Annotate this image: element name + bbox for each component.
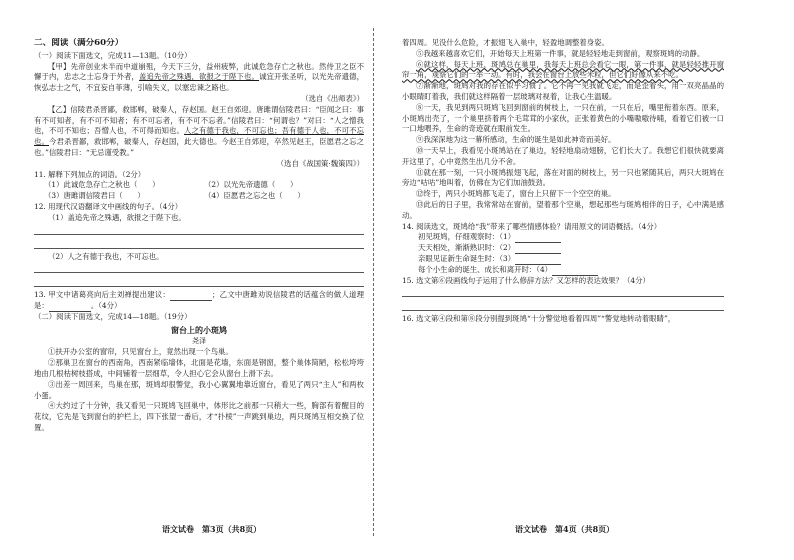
story-paragraph: ⑨我深深地为这一幕所感动，生命的诞生是如此神奇而美好。 bbox=[416, 135, 616, 145]
fold-divider bbox=[373, 28, 374, 536]
question-14: 14. 阅读选文，斑鸠给“我”带来了哪些情感体验？请用原文的词语概括。（4分） bbox=[402, 221, 662, 231]
story-paragraph: ⑧一天，我见到两只斑鸠飞回到窗前的树枝上，一只在前，一只在后，嘴里衔着东西。原来，小斑鸠出壳了，一个巢里挤着两个毛茸茸的小家伙，正张着黄色的小嘴嗷嗷待哺，看着它们被一口一口地喂养，生命的奇迹就在眼前发生。 bbox=[402, 102, 724, 134]
page-4 bbox=[402, 38, 724, 516]
question-12-1: （1）盖追先帝之殊遇，欲报之于陛下也。 bbox=[48, 212, 186, 222]
answer-blank[interactable] bbox=[552, 267, 598, 276]
q11-option: （3）唐雎谓信陵君曰（ ） bbox=[44, 191, 145, 201]
answer-blank[interactable] bbox=[515, 245, 561, 254]
story-paragraph bbox=[402, 60, 724, 82]
story-wavy-sentence: ⑥就这样，每天上班，斑鸠总在巢里，我每天上班总会看它一眼，第一件事，就是轻轻推开窗帘一角，观察它们的一举一动。有时，我会在窗台上放些米粒，但它们好像从来不吃。 bbox=[402, 59, 724, 80]
page-3 bbox=[34, 38, 364, 516]
story-paragraph: ②那巢卫在窗台的西南角，西南紧临墙体，北面是花墙，东面是钢窗，整个巢体简陋，松松垮垮地由几根枯树枝搭成，中间铺着一层细草，令人担心它会从窗台上滑下去。 bbox=[34, 358, 364, 378]
part2-instruction: （二）阅读下面选文，完成14—18题。（19分） bbox=[34, 311, 192, 321]
passage-a-underlined: 盖追先帝之殊遇，欲报之于陛下也。 bbox=[139, 72, 260, 82]
question-12: 12. 用现代汉语翻译文中画线的句子。（4分） bbox=[34, 201, 183, 211]
story-paragraph: ⑤我越来越喜欢它们，开始每天上班第一件事，就是轻轻地走到窗前，观察斑鸠的动静。 bbox=[416, 48, 705, 58]
story-paragraph: ③出差一周回来，鸟巢在那，斑鸠却很警觉，我小心翼翼地靠近窗台，看见了两只“主人”和两枚小蛋。 bbox=[34, 379, 364, 400]
answer-line[interactable] bbox=[34, 238, 364, 249]
question-11-options bbox=[34, 180, 364, 202]
page-3-footer: 语文试卷 第3页（共8页） bbox=[162, 524, 262, 534]
passage-a-source: （选自《出师表》） bbox=[301, 93, 364, 103]
answer-blank[interactable] bbox=[515, 234, 561, 243]
story-title: 窗台上的小斑鸠 bbox=[171, 324, 227, 335]
story-paragraph: ④大约过了十分钟，我又看见一只斑鸠飞回巢中，体形比之前那一只稍大一些，胸部有着醒目的花纹，它先是飞到窗台的护栏上，四下张望一番后，才“扑棱”一声跳到巢边，两只斑鸠互相交换了位置。 bbox=[34, 401, 364, 432]
part1-instruction: （一）阅读下面选文，完成11—13题。（10分） bbox=[34, 50, 192, 60]
passage-b: 【乙】信陵君杀晋鄙，救邯郸，破秦人，存赵国。赵王自郊迎。唐雎谓信陵君曰：“臣闻之曰：事有不可知者，有不可不知者；有不可忘者，有不可不忘者。”信陵君曰：“何谓也？”对曰：“人之憎我也，不可不知也；吾憎人也，不可得而知也。人之有德于我也，不可忘也；吾有德于人也，不可不忘也。今君杀晋鄙，救邯郸，破秦人，存赵国，此大德也。今赵王自郊迎，卒然见赵王，臣愿君之忘之也。”信陵君曰：“无忌谨受教。” bbox=[34, 104, 364, 157]
passage-a: 【甲】先帝创业未半而中道崩殂，今天下三分，益州疲弊，此诚危急存亡之秋也。然侍卫之臣不懈于内，忠志之士忘身于外者，盖追先帝之殊遇，欲报之于陛下也。诚宜开张圣听，以光先帝遗德，恢弘志士之气，不宜妄自菲薄，引喻失义，以塞忠谏之路也。 bbox=[34, 61, 364, 93]
q11-option: （4）臣愿君之忘之也（ ） bbox=[204, 191, 305, 201]
passage-b-source: （选自《战国策·魏策四》） bbox=[276, 158, 364, 168]
story-paragraph: 着四周。见没什么危险，才振翅飞入巢中，轻盈地调整着身姿。 bbox=[402, 38, 609, 47]
passage-b-underlined: 人之有德于我也，不可忘也；吾有德于人也，不可不忘也。 bbox=[34, 126, 364, 147]
story-paragraph: ⑬此后的日子里，我常常站在窗前，望着那个空巢，想起那些与斑鸠相伴的日子，心中满是感动。 bbox=[402, 199, 724, 220]
q14-row: 初见斑鸠，仔细观察时：（1） bbox=[402, 232, 724, 243]
q14-row: 亲眼见证新生命诞生时：（3） bbox=[402, 254, 724, 265]
answer-blank[interactable] bbox=[515, 256, 561, 265]
question-15: 15. 选文第⑥段画线句子运用了什么修辞方法？又怎样的表达效果？（4分） bbox=[402, 275, 650, 285]
question-13: 13. 甲文中诸葛亮向后主刘禅提出建议： ；乙文中唐雎劝说信陵君的话蕴含的做人道理是： 。（4分） bbox=[34, 290, 364, 311]
story-paragraph: ⑦渐渐地，斑鸠对我的存在似乎习惯了。它不再一见我就飞走，而是歪着头，用一双亮晶晶的小眼睛盯着我，我们就这样隔着一层玻璃对视着，让我心生温暖。 bbox=[402, 81, 724, 101]
answer-line[interactable] bbox=[34, 276, 364, 287]
answer-blank[interactable] bbox=[170, 292, 212, 301]
q11-option: （1）此诚危急存亡之秋也（ ） bbox=[44, 180, 160, 190]
story-paragraph: ①扶开办公室的窗帘，只见窗台上，竟然出现一个鸟巢。 bbox=[48, 347, 233, 357]
question-12-2: （2）人之有德于我也，不可忘也。 bbox=[48, 251, 164, 261]
answer-line[interactable] bbox=[34, 224, 364, 235]
question-11: 11. 解释下列加点的词语。（2分） bbox=[34, 169, 146, 179]
q14-row: 天天相处，渐渐熟识时：（2） bbox=[402, 243, 724, 254]
answer-line[interactable] bbox=[402, 286, 724, 297]
section-heading: 二、阅读（满分60分） bbox=[34, 38, 124, 48]
story-paragraph: ⑫终于，两只小斑鸠都飞走了，窗台上只留下一个空空的巢。 bbox=[416, 189, 616, 199]
story-paragraph: ⑪就在那一刻，一只小斑鸠振翅飞起，落在对面的树枝上，另一只也紧随其后，两只大斑鸠在旁边“咕咕”地叫着，仿佛在为它们加油鼓劲。 bbox=[402, 167, 724, 188]
question-16: 16. 选文第④段和第⑧段分别提到斑鸠“十分警觉地看着四周”“警觉地转动着眼睛”， bbox=[402, 314, 676, 324]
answer-line[interactable] bbox=[402, 300, 724, 311]
story-paragraph: ⑩一天早上，我看见小斑鸠站在了巢边，轻轻地扇动翅膀，它们长大了。我想它们很快就要离开这里了，心中竟然生出几分不舍。 bbox=[402, 145, 724, 166]
answer-line[interactable] bbox=[34, 262, 364, 273]
page-4-footer: 语文试卷 第4页（共8页） bbox=[515, 524, 615, 534]
story-author: 尧泽 bbox=[192, 336, 206, 345]
q14-row: 每个小生命的诞生、成长和离开时：（4） bbox=[402, 265, 724, 276]
q11-option: （2）以光先帝遗德（ ） bbox=[204, 180, 298, 190]
answer-blank[interactable] bbox=[49, 303, 91, 312]
